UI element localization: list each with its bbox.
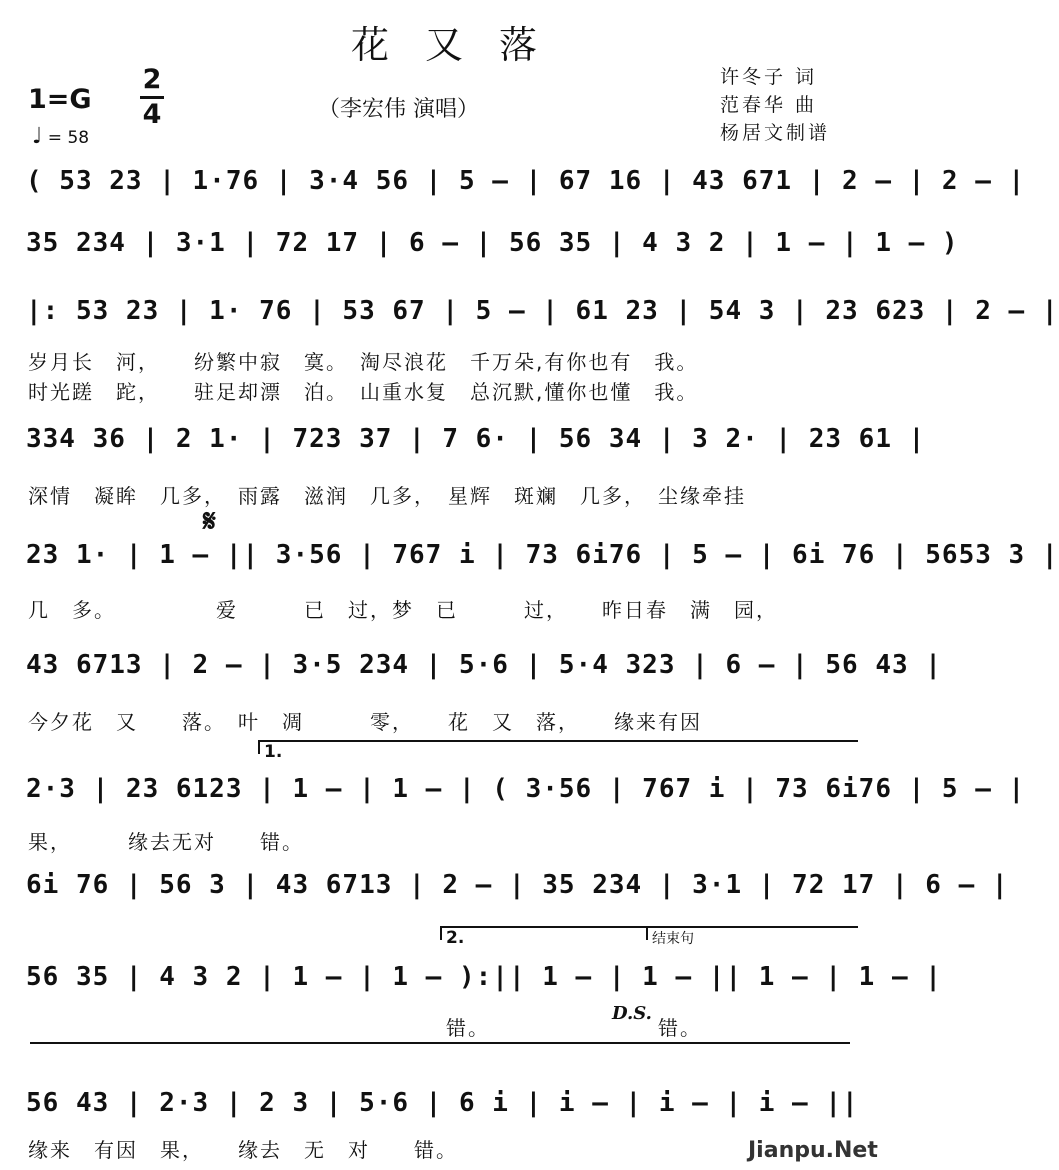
- lyric-line: 深情 凝眸 几多， 雨露 滋润 几多， 星辉 斑斓 几多， 尘缘牵挂: [28, 484, 746, 508]
- meter-denominator: 4: [142, 99, 162, 130]
- dal-segno-mark: D.S.: [612, 1003, 652, 1024]
- notation-row: [0, 228, 959, 272]
- notation-text: 23 1· | 1 – || 3·56 | 767 i | 73 6i76 | 5 – | 6i 76 | 5653 3 |: [26, 540, 1059, 570]
- lyric-line: 缘来 有因 果， 缘去 无 对 错。: [28, 1138, 458, 1162]
- notation-text: 56 35 | 4 3 2 | 1 – | 1 – ):|| 1 – | 1 – || 1 – | 1 – |: [26, 962, 942, 992]
- quarter-note-icon: ♩: [32, 124, 43, 149]
- notation-text: ( 53 23 | 1·76 | 3·4 56 | 5 – | 67 16 | 43 671 | 2 – | 2 – |: [26, 166, 1026, 196]
- composer-credit: 范春华 曲: [720, 94, 818, 116]
- tempo-marking: [32, 124, 89, 149]
- notation-text: 43 6713 | 2 – | 3·5 234 | 5·6 | 5·4 323 | 6 – | 56 43 |: [26, 650, 942, 680]
- transcriber-credit: 杨居文制谱: [720, 122, 831, 144]
- notation-text: |: 53 23 | 1· 76 | 53 67 | 5 – | 61 23 | 54 3 | 23 623 | 2 – |: [26, 296, 1059, 326]
- notation-text: 6i 76 | 56 3 | 43 6713 | 2 – | 35 234 | 3·1 | 72 17 | 6 – |: [26, 870, 1009, 900]
- time-signature: [140, 66, 164, 129]
- lyric-verse-2: 时光蹉 跎， 驻足却漂 泊。 山重水复 总沉默,懂你也懂 我。: [28, 380, 699, 404]
- song-title: 花又落: [350, 23, 573, 67]
- notation-row: [0, 870, 1009, 914]
- notation-row: [0, 296, 1059, 340]
- meter-numerator: 2: [142, 64, 162, 95]
- first-ending-label: 1.: [264, 742, 283, 762]
- notation-row: [0, 962, 942, 1006]
- ending-phrase-label: 结束句: [652, 931, 694, 947]
- lyricist-credit: 许冬子 词: [720, 66, 818, 88]
- second-ending-label: 2.: [446, 928, 465, 948]
- notation-row: [0, 166, 1026, 210]
- lyric-line: 果， 缘去无对 错。: [28, 830, 304, 854]
- second-ending-bracket: [440, 926, 646, 948]
- notation-row: [0, 1088, 888, 1132]
- notation-row: [0, 540, 1059, 584]
- notation-row: [0, 650, 942, 694]
- notation-row: [0, 424, 926, 468]
- notation-row: [0, 774, 1026, 818]
- notation-text: 35 234 | 3·1 | 72 17 | 6 – | 56 35 | 4 3 2 | 1 – | 1 – ): [26, 228, 959, 258]
- first-ending-bracket: [258, 740, 858, 762]
- singer-credit: （李宏伟 演唱）: [318, 97, 479, 122]
- notation-text: 56 43 | 2·3 | 2 3 | 5·6 | 6 i | i – | i – | i – ||: [26, 1088, 859, 1118]
- lyric-ending-phrase: 错。: [658, 1016, 702, 1040]
- ending-phrase-bracket: [646, 926, 858, 947]
- lyric-verse-1: 岁月长 河， 纷繁中寂 寞。 淘尽浪花 千万朵,有你也有 我。: [28, 350, 699, 374]
- section-divider: [30, 1042, 850, 1044]
- key-signature: 1=G: [28, 84, 92, 115]
- segno-icon: 𝄋: [203, 504, 216, 539]
- notation-text: 334 36 | 2 1· | 723 37 | 7 6· | 56 34 | 3 2· | 23 61 |: [26, 424, 926, 454]
- notation-text: 2·3 | 23 6123 | 1 – | 1 – | ( 3·56 | 767 i | 73 6i76 | 5 – |: [26, 774, 1026, 804]
- tempo-value: = 58: [47, 128, 90, 148]
- lyric-second-ending: 错。: [446, 1016, 490, 1040]
- watermark-logo: Jianpu.Net: [748, 1138, 878, 1163]
- lyric-line: 今夕花 又 落。 叶 凋 零， 花 又 落， 缘来有因: [28, 710, 702, 734]
- lyric-line: 几 多。 爱 已 过，梦 已 过， 昨日春 满 园，: [28, 598, 778, 622]
